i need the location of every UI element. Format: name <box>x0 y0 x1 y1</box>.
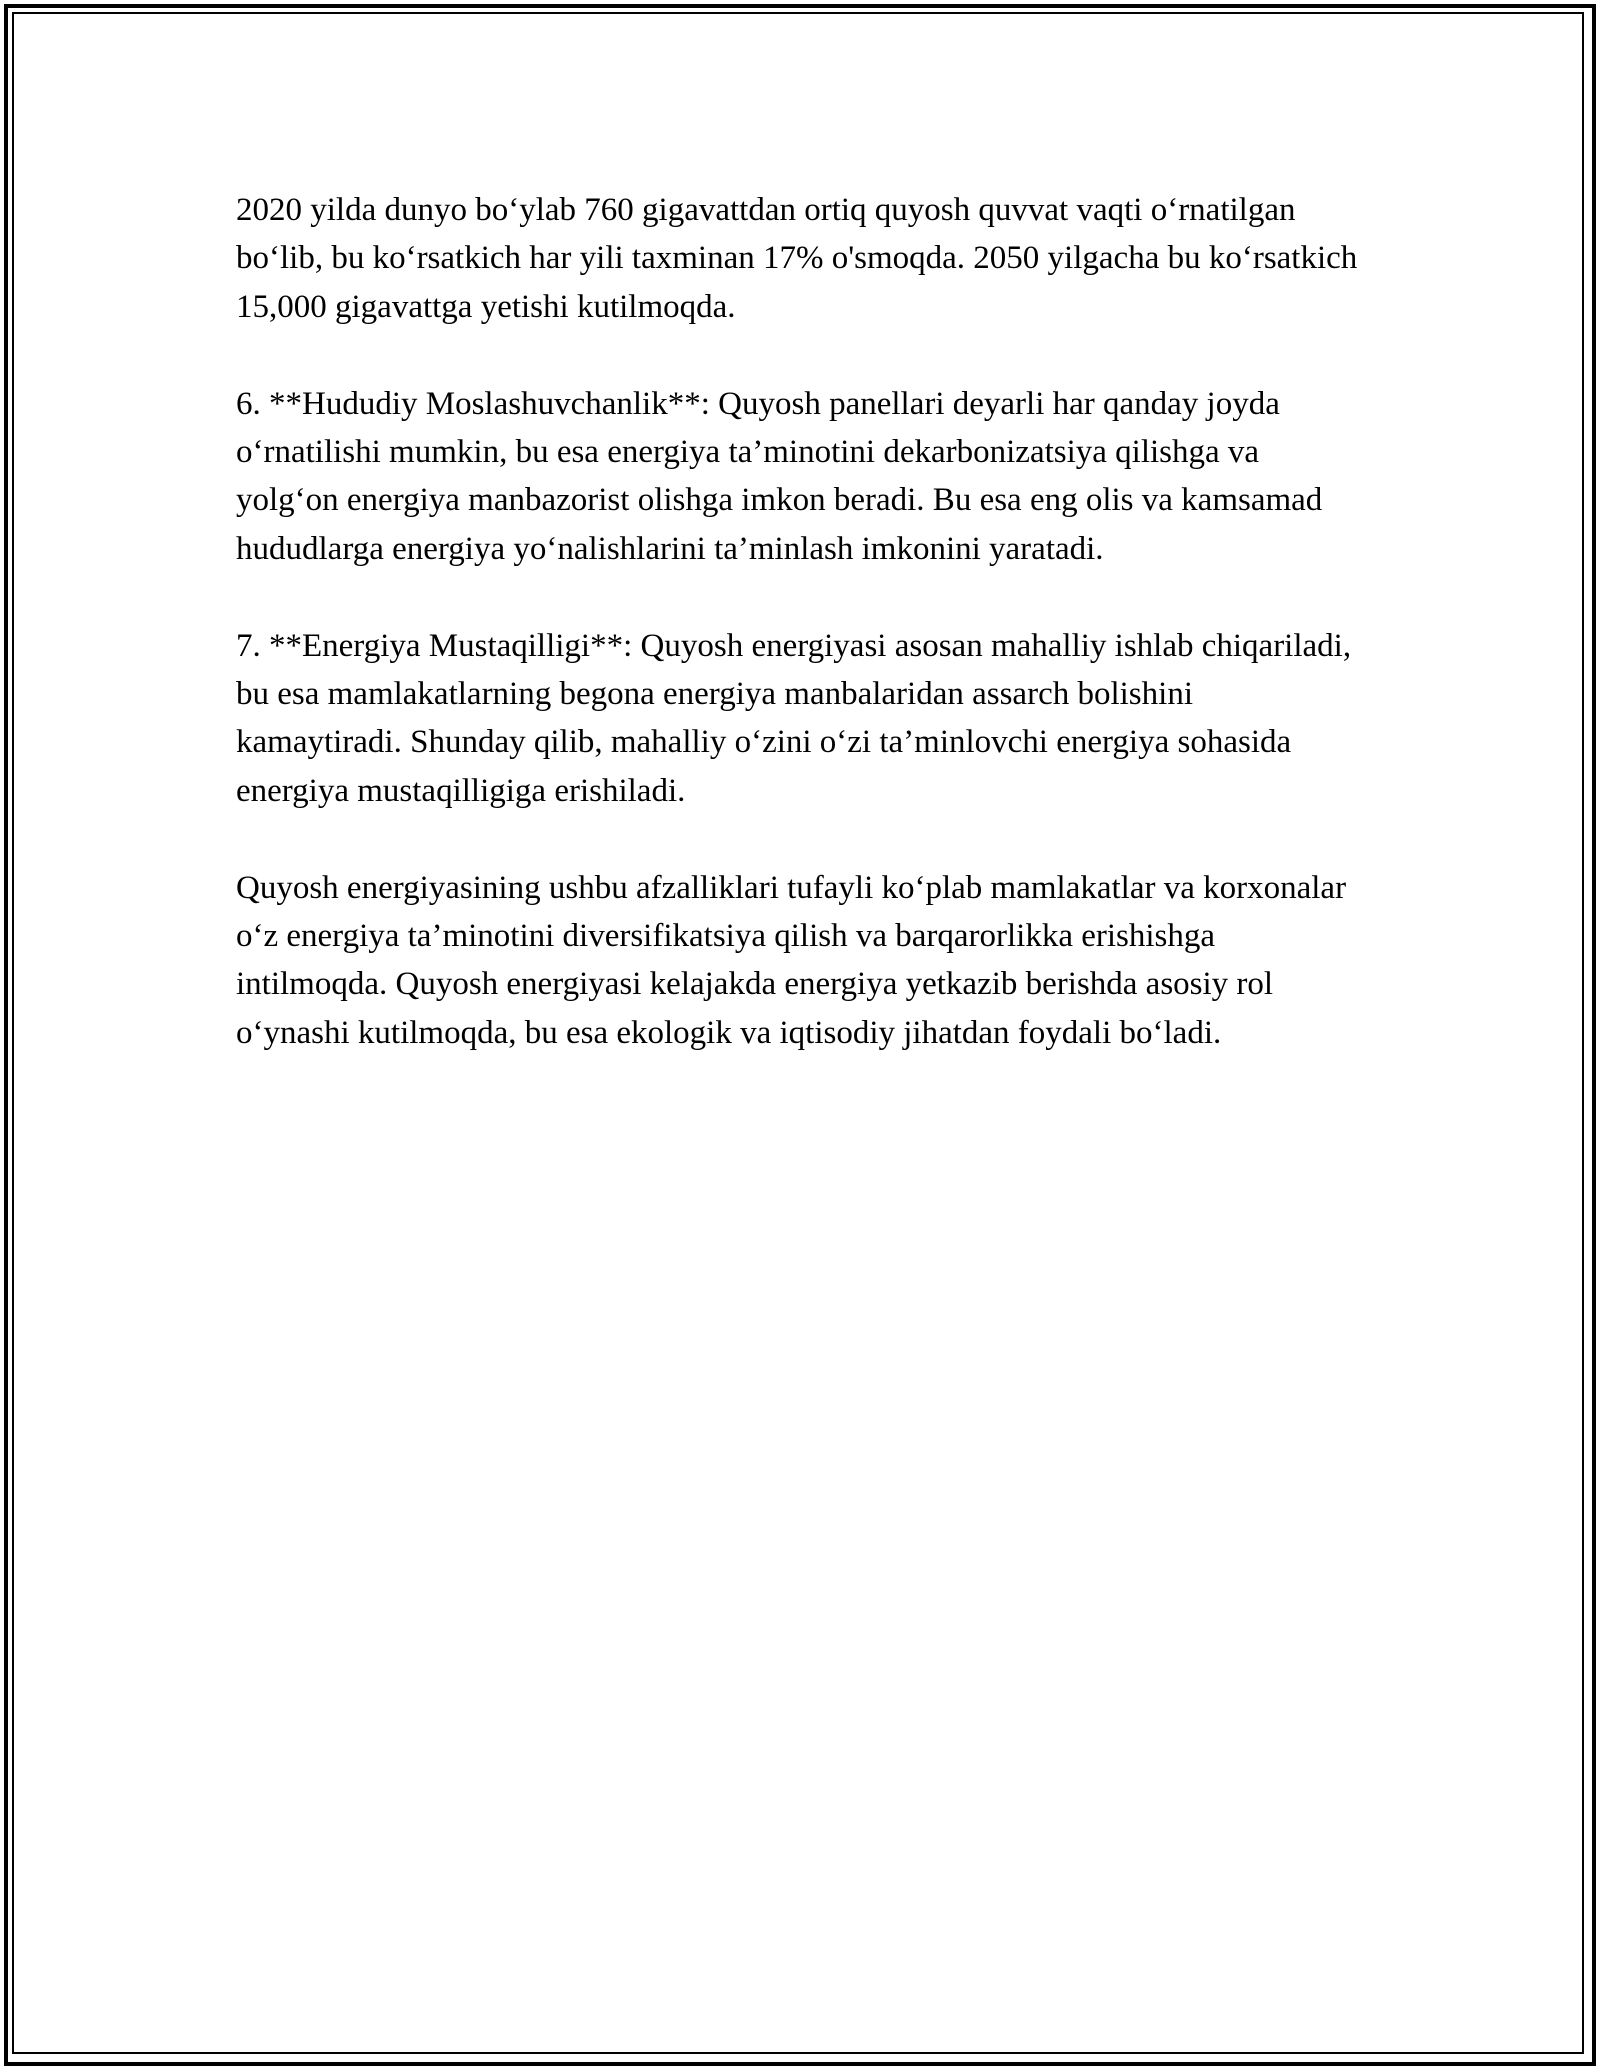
paragraph-solar-capacity: 2020 yilda dunyo bo‘ylab 760 gigavattdan ortiq quyosh quvvat vaqti o‘rnatilgan bo‘lib, bu ko‘rsatkich har yili taxminan 17% o'smoqda. 2050 yilgacha bu ko‘rsatkich 15,000 gigavattga yetishi kutilmoqda. <box>236 192 1358 325</box>
paragraph-regional-flexibility: 6. **Hududiy Moslashuvchanlik**: Quyosh panellari deyarli har qanday joyda o‘rnatilishi mumkin, bu esa energiya ta’minotini dekarbonizatsiya qilishga va yolg‘on energiya manbazorist olishga imkon beradi. Bu esa eng olis va kamsamad hududlarga energiya yo‘nalishlarini ta’minlash imkonini yaratadi. <box>236 385 1323 567</box>
document-body <box>236 186 1366 1106</box>
paragraph-energy-independence: 7. **Energiya Mustaqilligi**: Quyosh energiyasi asosan mahalliy ishlab chiqariladi, bu esa mamlakatlarning begona energiya manbalaridan assarch bolishini kamaytiradi. Shunday qilib, mahalliy o‘zini o‘zi ta’minlovchi energiya sohasida energiya mustaqilligiga erishiladi. <box>236 627 1352 809</box>
paragraph-conclusion: Quyosh energiyasining ushbu afzalliklari tufayli ko‘plab mamlakatlar va korxonalar o‘z energiya ta’minotini diversifikatsiya qilish va barqarorlikka erishishga intilmoqda. Quyosh energiyasi kelajakda energiya yetkazib berishda asosiy rol o‘ynashi kutilmoqda, bu esa ekologik va iqtisodiy jihatdan foydali bo‘ladi. <box>236 869 1347 1051</box>
